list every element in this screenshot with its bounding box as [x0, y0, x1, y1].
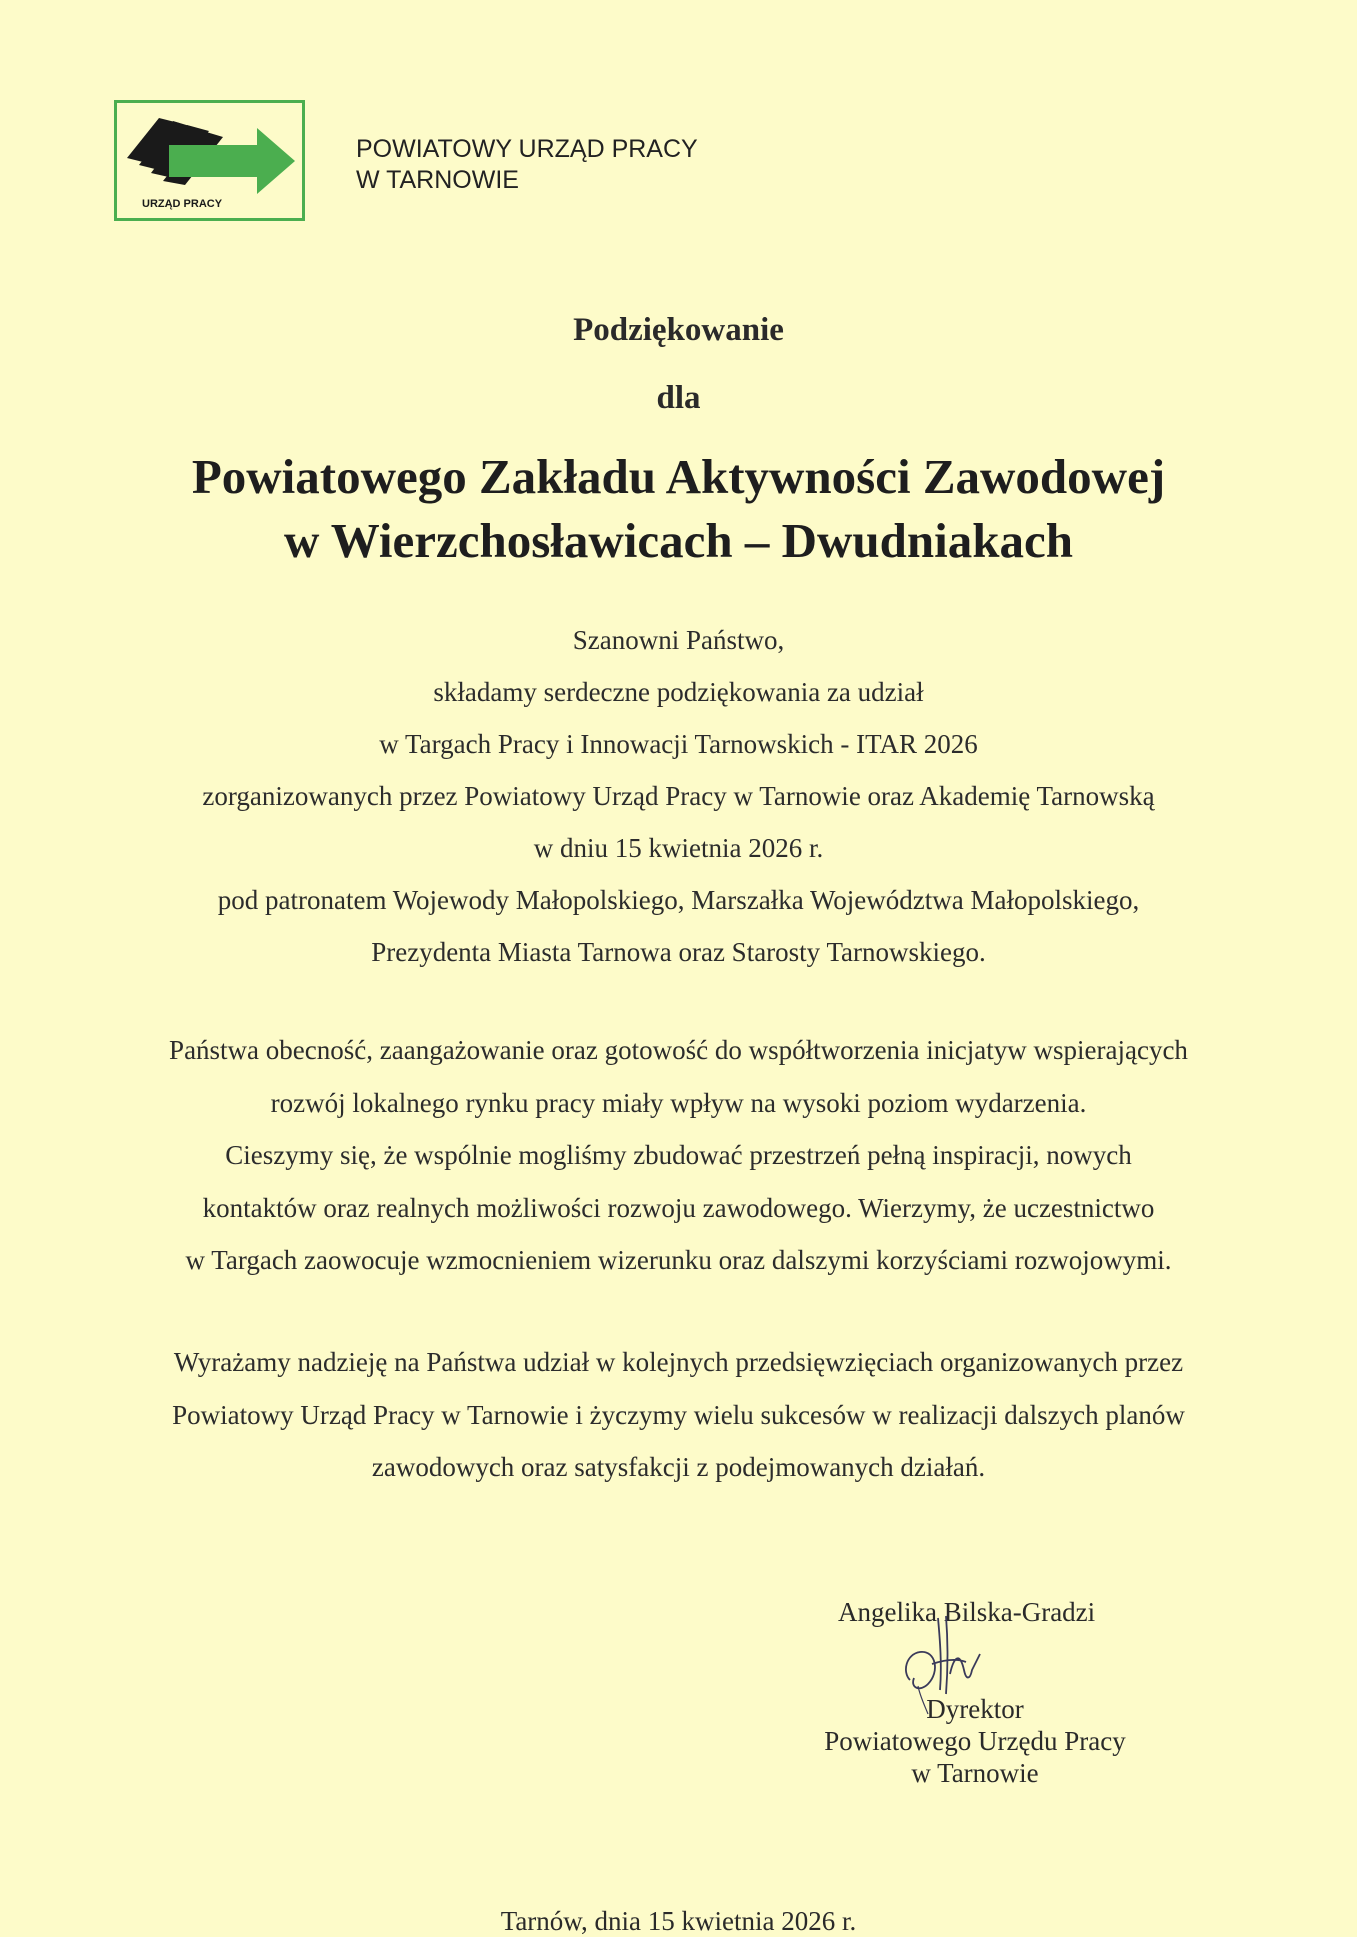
org-name: [356, 134, 698, 196]
signatory-title: [790, 1693, 1160, 1789]
signatory-office-line2: w Tarnowie: [911, 1758, 1039, 1788]
text-line: pod patronatem Wojewody Małopolskiego, Marszałka Województwa Małopolskiego,: [217, 885, 1140, 915]
text-line: w Targach zaowocuje wzmocnieniem wizerunku oraz dalszymi korzyściami rozwojowymi.: [185, 1245, 1172, 1275]
paragraph-2: [0, 1024, 1357, 1287]
text-line: Powiatowy Urząd Pracy w Tarnowie i życzymy wielu sukcesów w realizacji dalszych planów: [172, 1399, 1185, 1430]
signatory-role: Dyrektor: [926, 1694, 1024, 1724]
recipient-line2: w Wierzchosławicach – Dwudniakach: [283, 513, 1074, 568]
logo-graphic: [117, 103, 302, 218]
text-line: w Targach Pracy i Innowacji Tarnowskich - ITAR 2026: [379, 729, 978, 759]
text-line: zorganizowanych przez Powiatowy Urząd Pracy w Tarnowie oraz Akademię Tarnowską: [202, 781, 1155, 811]
text-line: Cieszymy się, że wspólnie mogliśmy zbudować przestrzeń pełną inspiracji, nowych: [225, 1140, 1132, 1170]
org-name-line2: W TARNOWIE: [356, 166, 519, 194]
paragraph-3: [0, 1336, 1357, 1494]
document-title: Podziękowanie: [573, 312, 784, 348]
text-line: Wyrażamy nadzieję na Państwa udział w kolejnych przedsięwzięciach organizowanych przez: [173, 1347, 1184, 1377]
org-name-line1: POWIATOWY URZĄD PRACY: [356, 135, 698, 163]
text-line: w dniu 15 kwietnia 2026 r.: [533, 833, 824, 863]
signatory-name: Angelika Bilska-Gradzi: [838, 1597, 1096, 1627]
recipient-line1: Powiatowego Zakładu Aktywności Zawodowej: [191, 449, 1166, 504]
text-line: Prezydenta Miasta Tarnowa oraz Starosty Tarnowskiego.: [371, 937, 986, 967]
text-line: Państwa obecność, zaangażowanie oraz gotowość do współtworzenia inicjatyw wspierających: [169, 1035, 1188, 1065]
place-date: Tarnów, dnia 15 kwietnia 2026 r.: [500, 1906, 857, 1936]
text-line: rozwój lokalnego rynku pracy miały wpływ na wysoki poziom wydarzenia.: [270, 1087, 1087, 1118]
paragraph-1: [0, 614, 1357, 978]
document-title-for: dla: [656, 380, 701, 416]
text-line: składamy serdeczne podziękowania za udział: [433, 677, 924, 707]
signatory-office-line1: Powiatowego Urzędu Pracy: [824, 1726, 1126, 1756]
text-line: kontaktów oraz realnych możliwości rozwoju zawodowego. Wierzymy, że uczestnictwo: [202, 1192, 1155, 1223]
logo-text: URZĄD PRACY: [142, 198, 223, 210]
logo: [114, 100, 305, 221]
text-line: zawodowych oraz satysfakcji z podejmowanych działań.: [371, 1452, 986, 1482]
recipient: [0, 445, 1357, 573]
text-line: Szanowni Państwo,: [572, 625, 785, 655]
